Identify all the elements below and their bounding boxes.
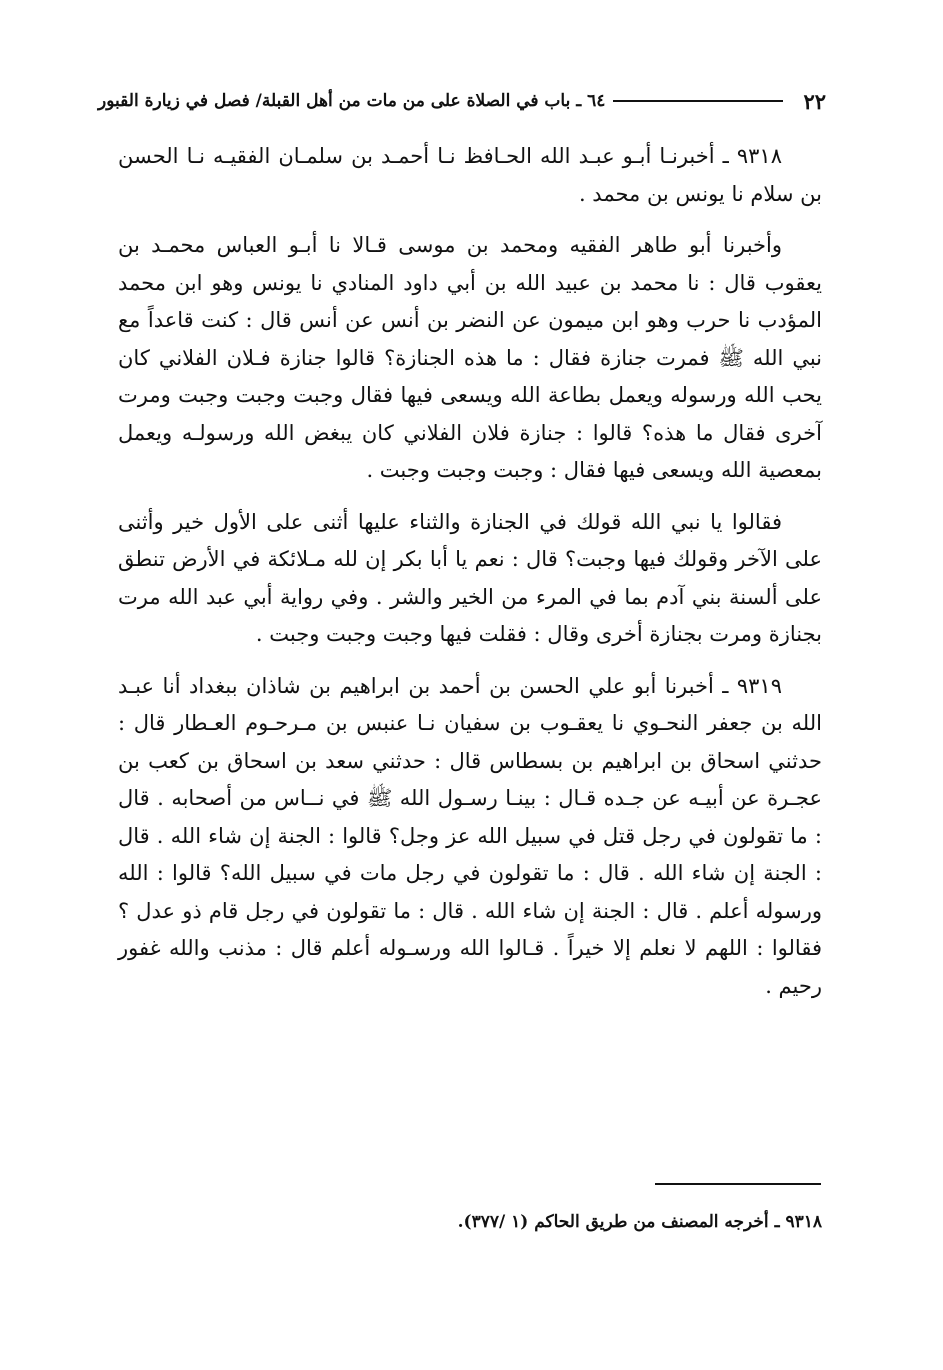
header-rule [613, 100, 783, 102]
page-header [98, 84, 826, 118]
paragraph-continuation: فقالوا يا نبي الله قولك في الجنازة والثناء عليها أثنى على الأول خير وأثنى على الآخر وقولك فيها وجبت؟ قال : نعم يا أبا بكر إن لله مـلائكة في الأرض تنطق على ألسنة بني آدم بما في المرء من الخير والشر . وفي رواية أبي عبد الله مرت بجنازة ومرت بجنازة أخرى وقال : فقلت فيها وجبت وجبت وجبت . [118, 509, 822, 646]
running-title: ٦٤ ـ باب في الصلاة على من مات من أهل القبلة/ فصل في زيارة القبور [98, 91, 606, 111]
paragraph-9318: ٩٣١٨ ـ أخبرنـا أبـو عبـد الله الحـافظ نـا أحمـد بن سلمـان الفقيـه نـا الحسن بن سلام نا يونس بن محمد . [118, 144, 822, 206]
footnote: ٩٣١٨ ـ أخرجه المصنف من طريق الحاكم (١ /٣٧٧). [457, 1212, 822, 1232]
page-body [118, 138, 822, 1019]
paragraph-9319: ٩٣١٩ ـ أخبرنا أبو علي الحسن بن أحمد بن ابراهيم بن شاذان ببغداد أنا عبـد الله بن جعفر النحـوي نا يعقـوب بن سفيان نـا عنبس بن مـرحـوم العـطار قال : حدثني اسحاق بن ابراهيم بن بسطاس قال : حدثني سعد بن اسحاق بن كعب بن عجـرة عن أبيـه عن جـده قـال : بينـا رسـول الله ﷺ في نــاس من أصحابه . قال : ما تقولون في رجل قتل في سبيل الله عز وجل؟ قالوا : الجنة إن شاء الله . قال : الجنة إن شاء الله . قال : ما تقولون في رجل مات في سبيل الله؟ قالوا : الله ورسوله أعلم . قال : الجنة إن شاء الله . قال : ما تقولون في رجل قام ذو عدل ؟ فقالوا : اللهم لا نعلم إلا خيراً . قـالوا الله ورسـوله أعلم قال : مذنب والله غفور رحيم . [118, 673, 822, 998]
footnote-rule [655, 1183, 821, 1185]
paragraph-isnad: وأخبرنا أبو طاهر الفقيه ومحمد بن موسى قـالا نا أبـو العباس محمـد بن يعقوب قال : نا محمد بن عبيد الله بن أبي داود المنادي نا يونس وهو ابن محمد المؤدب نا حرب وهو ابن ميمون عن النضر بن أنس عن أنس قال : كنت قاعداً مع نبي الله ﷺ فمرت جنازة فقال : ما هذه الجنازة؟ قالوا جنازة فـلان الفلاني كان يحب الله ورسوله ويعمل بطاعة الله ويسعى فيها فقال وجبت وجبت وجبت ومرت آخرى فقال ما هذه؟ قالوا : جنازة فلان الفلاني كان يبغض الله ورسولـه ويعمل بمعصية الله ويسعى فيها فقال : وجبت وجبت وجبت . [118, 233, 822, 482]
page-number: ٢٢ [803, 88, 826, 114]
